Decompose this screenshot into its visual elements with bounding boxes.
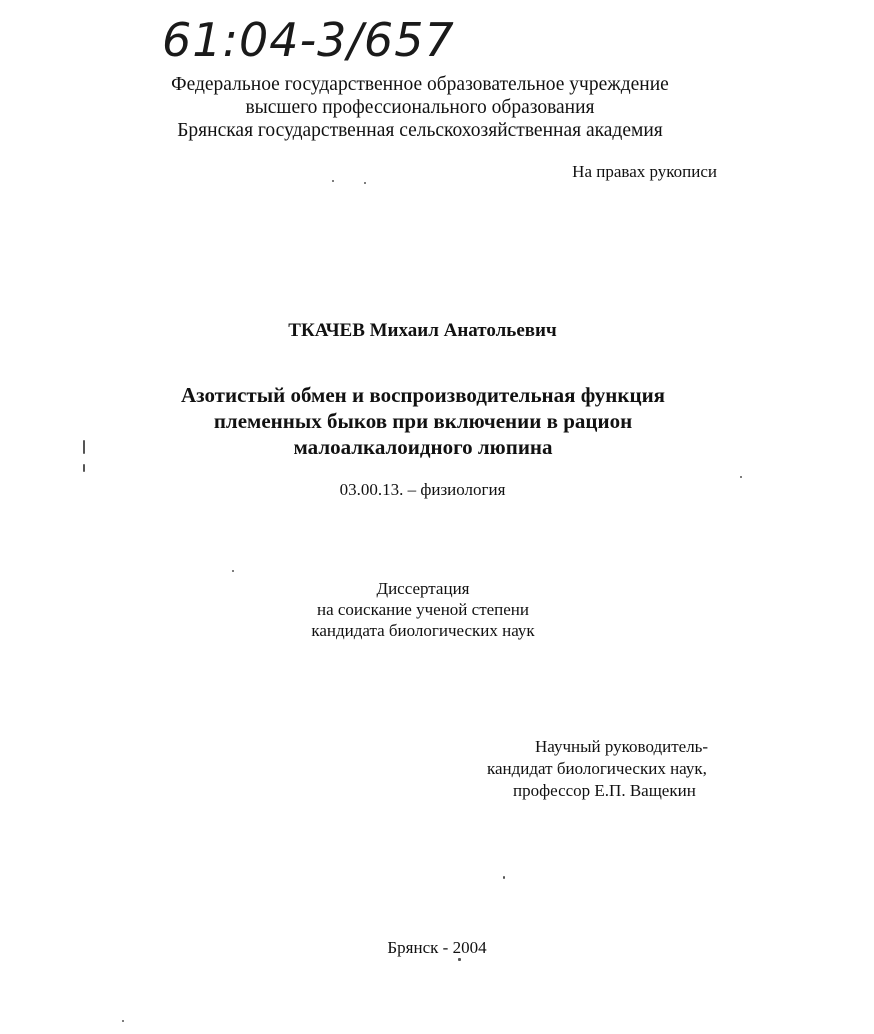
institution-line: Федеральное государственное образовательное учреждение xyxy=(171,74,669,95)
scan-speck xyxy=(503,876,505,879)
scan-speck xyxy=(83,440,85,454)
scan-speck xyxy=(332,180,334,182)
dissertation-type-line: на соискание ученой степени xyxy=(316,600,530,619)
scan-speck xyxy=(458,958,461,961)
thesis-title-line: малоалкалоидного люпина xyxy=(293,435,553,459)
dissertation-type-line: Диссертация xyxy=(376,579,470,598)
dissertation-type-line: кандидата биологических наук xyxy=(311,621,535,640)
thesis-title-line: Азотистый обмен и воспроизводительная функция xyxy=(180,383,666,407)
thesis-title-line: племенных быков при включении в рацион xyxy=(213,409,633,433)
scan-speck xyxy=(232,570,234,572)
shelfmark-text: 61:04-3/657 xyxy=(162,13,455,67)
scan-speck xyxy=(740,476,742,478)
city-year: Брянск - 2004 xyxy=(387,938,487,957)
advisor-line: Научный руководитель- xyxy=(535,737,709,756)
advisor-line: кандидат биологических наук, xyxy=(487,759,707,778)
scan-speck xyxy=(83,464,85,472)
scan-speck xyxy=(364,182,366,184)
author-name: ТКАЧЕВ Михаил Анатольевич xyxy=(288,320,557,341)
scan-speck xyxy=(122,1020,124,1022)
manuscript-rights-note: На правах рукописи xyxy=(572,162,717,181)
institution-line: высшего профессионального образования xyxy=(245,97,595,118)
institution-line: Брянская государственная сельскохозяйственная академия xyxy=(177,120,663,141)
specialty-code: 03.00.13. – физиология xyxy=(339,480,506,499)
handwritten-shelfmark xyxy=(160,8,455,70)
advisor-line: профессор Е.П. Ващекин xyxy=(513,781,696,800)
